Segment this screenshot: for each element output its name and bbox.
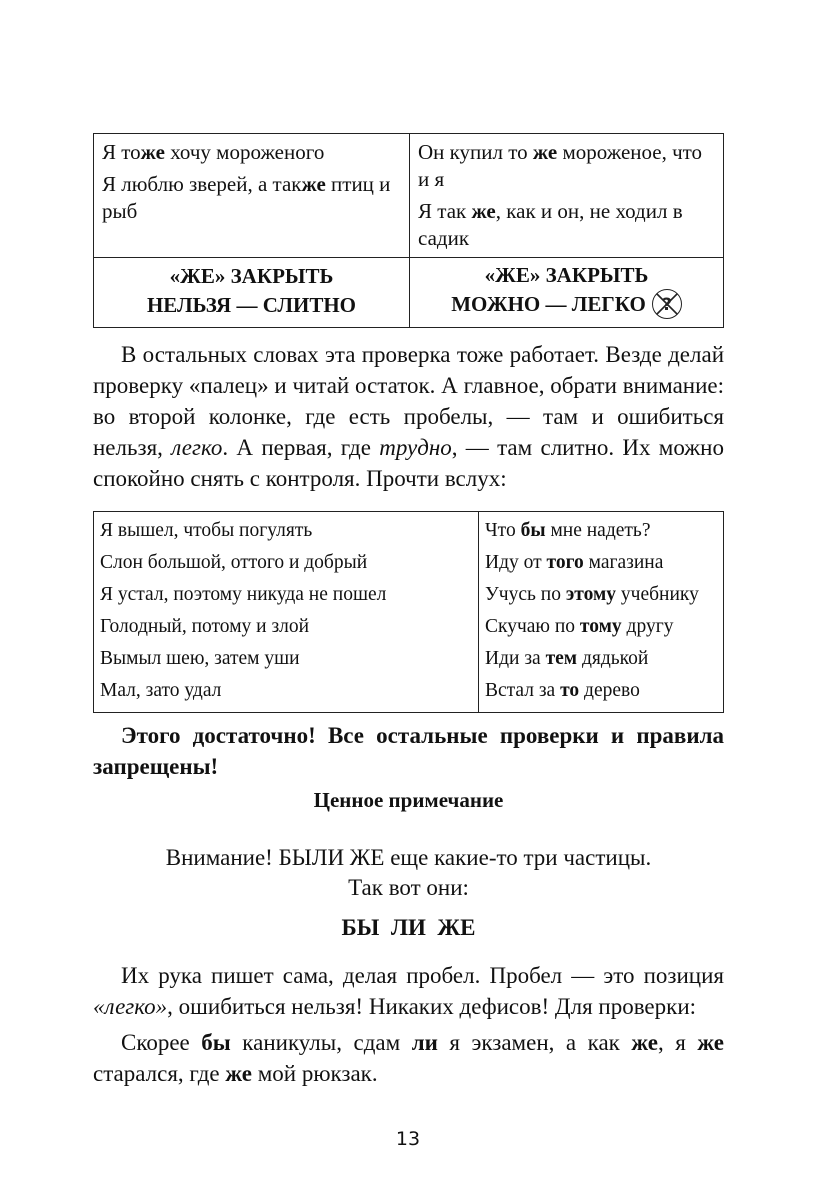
bold-statement: Этого достаточно! Все остальные проверки и правила запрещены! (93, 723, 724, 779)
attention-line: Так вот они: (348, 875, 469, 900)
table-cell-left (94, 134, 410, 258)
rules-table (93, 133, 724, 328)
page-number: 13 (395, 1128, 421, 1150)
svg-text:?: ? (661, 295, 672, 316)
example-text: Я люблю зверей, а также птиц и рыб (102, 172, 391, 223)
table-row: Вымыл шею, затем уши Иди за тем дядькой (94, 644, 724, 676)
table-cell-right (410, 134, 724, 258)
examples-table (93, 511, 724, 713)
rule-header-right: «ЖЕ» ЗАКРЫТЬ МОЖНО — ЛЕГКО ? (410, 258, 724, 328)
paragraph: Скорее бы каникулы, сдам ли я экзамен, а как же, я же старался, где же мой рюкзак. (93, 1030, 724, 1086)
table-row: Я вышел, чтобы погулять Что бы мне надеть? (94, 512, 724, 549)
table-row: Голодный, потому и злой Скучаю по тому другу (94, 612, 724, 644)
note-heading: Ценное примечание (313, 788, 504, 812)
paragraph: Их рука пишет сама, делая пробел. Пробел — это позиция «легко», ошибиться нельзя! Никаких дефисов! Для проверки: (93, 963, 724, 1019)
example-text: Он купил то же мороженое, что и я (418, 140, 703, 191)
attention-line: Внимание! БЫЛИ ЖЕ еще какие-то три частицы. (165, 845, 652, 870)
table-row: Мал, зато удал Встал за то дерево (94, 676, 724, 713)
example-text: Я так же, как и он, не ходил в садик (418, 199, 683, 250)
table-row: Слон большой, оттого и добрый Иду от того магазина (94, 548, 724, 580)
particles-heading: БЫ ЛИ ЖЕ (341, 915, 476, 940)
rule-header-left: «ЖЕ» ЗАКРЫТЬ НЕЛЬЗЯ — СЛИТНО (94, 258, 410, 328)
paragraph: В остальных словах эта проверка тоже работает. Везде делай проверку «палец» и читай остаток. А главное, обрати внимание: во второй колонке, где есть пробелы, — там и ошибиться нельзя, легко. А первая, где трудно, — там слитно. Их можно спокойно снять с контроля. Прочти вслух: (93, 342, 724, 491)
table-row: Я устал, поэтому никуда не пошел Учусь по этому учебнику (94, 580, 724, 612)
example-text: Я тоже хочу мороженого (102, 140, 325, 164)
crossed-question-icon (652, 289, 682, 319)
